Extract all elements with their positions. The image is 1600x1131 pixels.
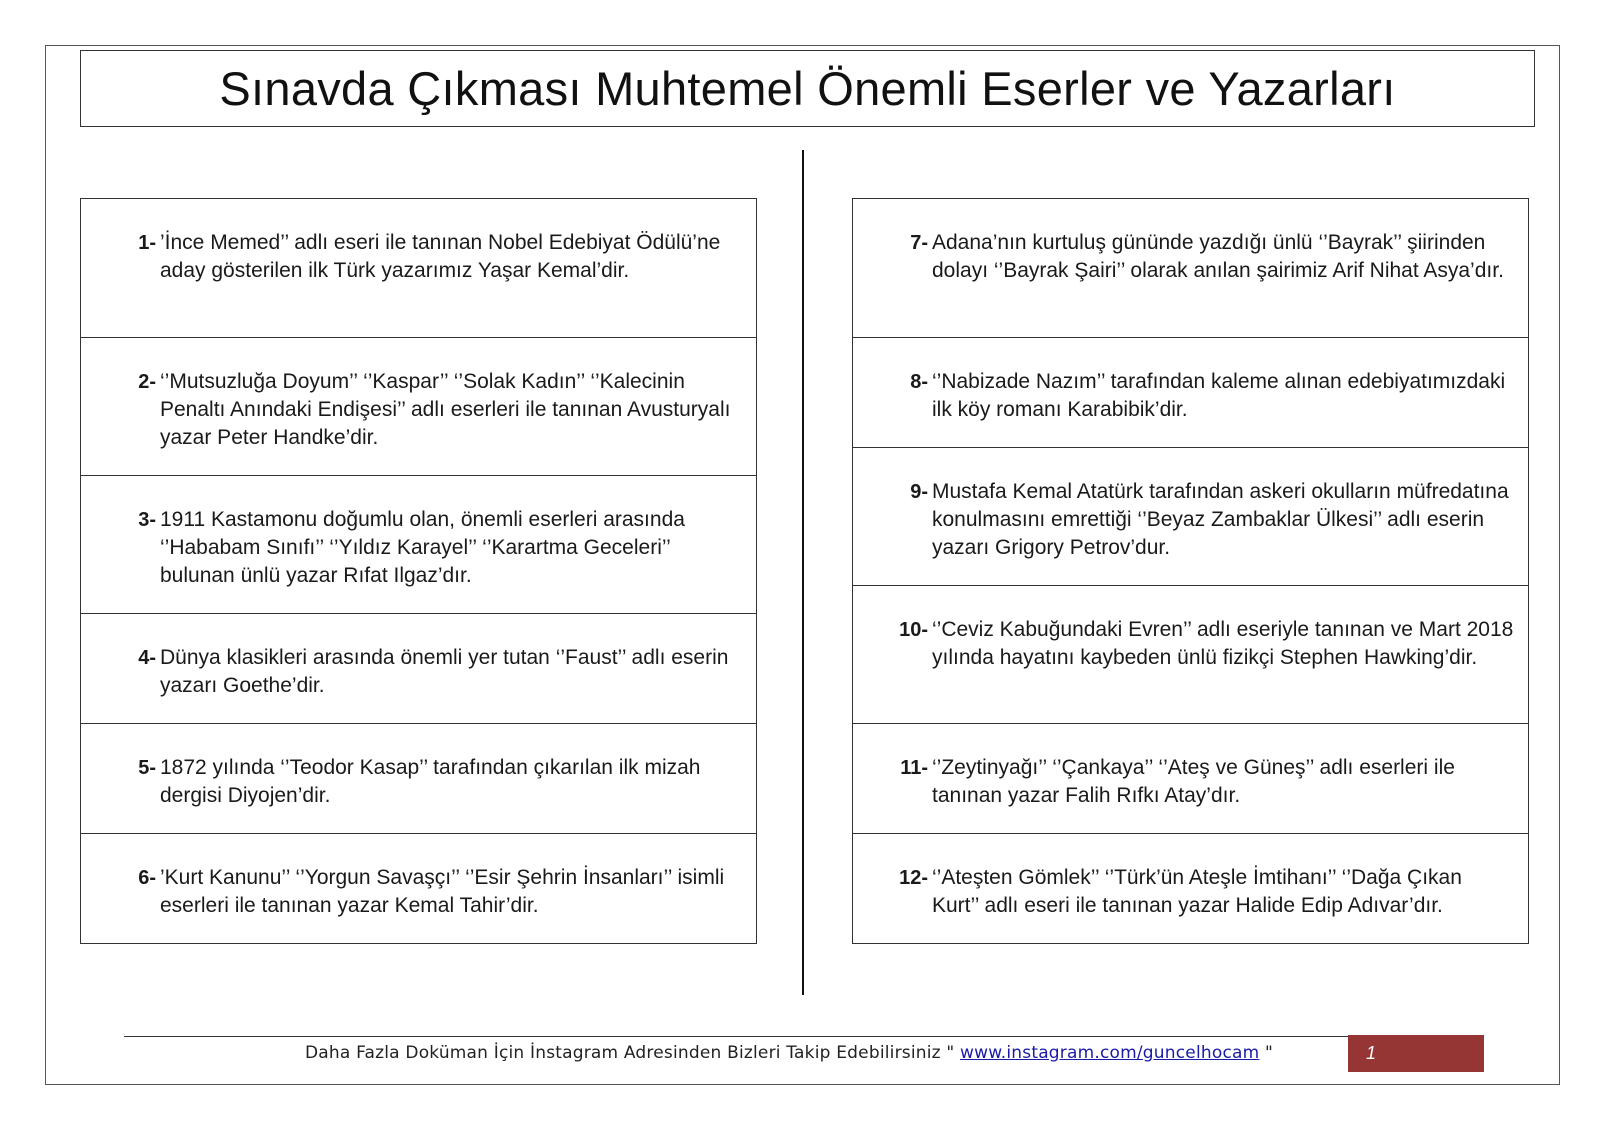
title-box xyxy=(80,50,1535,127)
item-number: 12- xyxy=(899,867,928,889)
item-number: 10- xyxy=(899,619,928,641)
item-text: ’İnce Memed’’ adlı eseri ile tanınan Nobel Edebiyat Ödülü’ne aday gösterilen ilk Türk yazarımız Yaşar Kemal’dir. xyxy=(160,231,721,282)
item-text: ‘’Mutsuzluğa Doyum’’ ‘’Kaspar’’ ‘’Solak Kadın’’ ‘’Kalecinin Penaltı Anındaki Endişesi’’ adlı eserleri ile tanınan Avusturyalı yazar Peter Handke’dir. xyxy=(160,370,731,449)
item-text: ‘’Ceviz Kabuğundaki Evren’’ adlı eseriyle tanınan ve Mart 2018 yılında hayatını kaybeden ünlü fizikçi Stephen Hawking’dir. xyxy=(932,618,1514,669)
item-text: Adana’nın kurtuluş gününde yazdığı ünlü ‘’Bayrak’’ şiirinden dolayı ‘’Bayrak Şairi’’ olarak anılan şairimiz Arif Nihat Asya’dır. xyxy=(932,231,1504,282)
page-number-box xyxy=(1348,1035,1484,1072)
list-item xyxy=(853,833,1528,943)
page-number: 1 xyxy=(1366,1043,1377,1063)
item-number: 4- xyxy=(138,647,156,669)
footer-rule xyxy=(124,1036,1484,1037)
item-text: 1872 yılında ‘’Teodor Kasap’’ tarafından çıkarılan ilk mizah dergisi Diyojen’dir. xyxy=(160,756,701,807)
footer-caption: Daha Fazla Doküman İçin İnstagram Adresinden Bizleri Takip Edebilirsiniz " xyxy=(305,1043,961,1063)
item-text: ‘’Ateşten Gömlek’’ ‘’Türk’ün Ateşle İmtihanı’’ ‘’Dağa Çıkan Kurt’’ adlı eseri ile tanınan yazar Halide Edip Adıvar’dır. xyxy=(932,866,1462,917)
item-number: 11- xyxy=(900,757,928,779)
list-item xyxy=(81,723,756,833)
column-divider xyxy=(802,150,804,995)
list-item xyxy=(81,337,756,475)
item-text: ’Kurt Kanunu’’ ‘’Yorgun Savaşçı’’ ‘’Esir Şehrin İnsanları’’ isimli eserleri ile tanınan yazar Kemal Tahir’dir. xyxy=(160,866,725,917)
list-item xyxy=(81,199,756,337)
item-number: 3- xyxy=(138,509,156,531)
item-number: 8- xyxy=(910,371,928,393)
list-item xyxy=(81,833,756,943)
item-number: 5- xyxy=(138,757,156,779)
item-text: ‘’Nabizade Nazım’’ tarafından kaleme alınan edebiyatımızdaki ilk köy romanı Karabibik’dir. xyxy=(932,370,1506,421)
list-item xyxy=(81,613,756,723)
list-item xyxy=(853,447,1528,585)
page-title: Sınavda Çıkması Muhtemel Önemli Eserler ve Yazarları xyxy=(219,62,1396,115)
right-column xyxy=(852,198,1529,944)
item-text: Mustafa Kemal Atatürk tarafından askeri okulların müfredatına konulmasını emrettiği ‘’Beyaz Zambaklar Ülkesi’’ adlı eserin yazarı Grigory Petrov’dur. xyxy=(932,480,1509,559)
list-item xyxy=(853,585,1528,723)
item-number: 6- xyxy=(138,867,156,889)
item-number: 2- xyxy=(138,371,156,393)
item-text: 1911 Kastamonu doğumlu olan, önemli eserleri arasında ‘’Hababam Sınıfı’’ ‘’Yıldız Karayel’’ ‘’Karartma Geceleri’’ bulunan ünlü yazar Rıfat Ilgaz’dır. xyxy=(160,508,685,587)
item-number: 1- xyxy=(138,232,156,254)
footer-text xyxy=(305,1043,1273,1063)
left-column xyxy=(80,198,757,944)
item-text: Dünya klasikleri arasında önemli yer tutan ‘’Faust’’ adlı eserin yazarı Goethe’dir. xyxy=(160,646,729,697)
list-item xyxy=(81,475,756,613)
item-number: 7- xyxy=(910,232,928,254)
list-item xyxy=(853,199,1528,337)
item-text: ‘’Zeytinyağı’’ ‘’Çankaya’’ ‘’Ateş ve Güneş’’ adlı eserleri ile tanınan yazar Falih Rıfkı Atay’dır. xyxy=(932,756,1455,807)
list-item xyxy=(853,723,1528,833)
footer-caption-end: " xyxy=(1259,1043,1273,1063)
list-item xyxy=(853,337,1528,447)
item-number: 9- xyxy=(910,481,928,503)
instagram-link[interactable]: www.instagram.com/guncelhocam xyxy=(960,1043,1260,1063)
